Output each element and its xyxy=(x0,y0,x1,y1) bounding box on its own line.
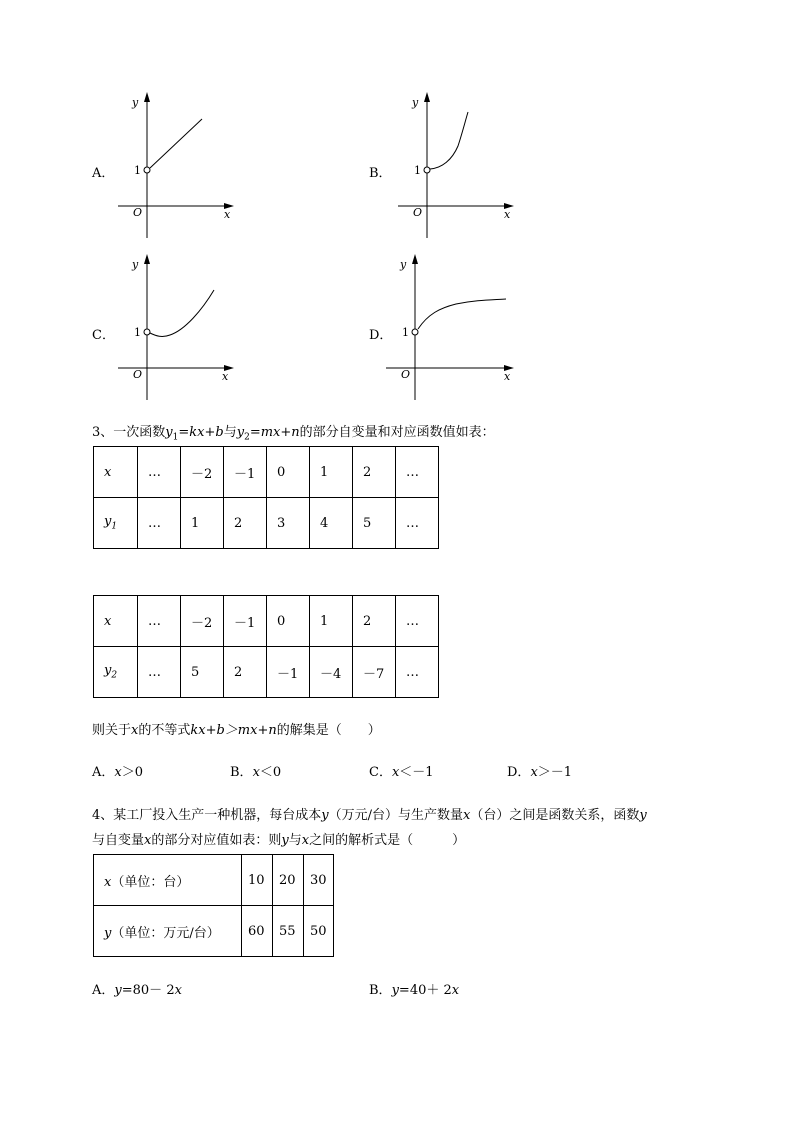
table-cell: －7 xyxy=(353,647,396,698)
table-row xyxy=(94,498,439,549)
table-cell: －1 xyxy=(224,596,267,647)
option-d-label: D． xyxy=(369,328,393,343)
graph-option-a xyxy=(110,90,240,244)
choice-text: =40＋ 2 xyxy=(398,983,452,998)
table-cell: … xyxy=(396,498,439,549)
subscript: 2 xyxy=(111,670,118,681)
y-axis-label: y xyxy=(400,258,407,271)
var-y: y xyxy=(165,425,173,440)
table-cell: 2 xyxy=(224,647,267,698)
table-cell: … xyxy=(396,447,439,498)
var-y: y xyxy=(321,808,329,823)
option-a-label: A． xyxy=(92,166,115,181)
row-header xyxy=(94,906,242,957)
cell-text: x xyxy=(104,464,112,480)
table-row xyxy=(94,906,334,957)
intercept-label: 1 xyxy=(134,326,141,339)
table-cell: －2 xyxy=(181,596,224,647)
stem-text: （万元/台）与生产数量 xyxy=(328,808,464,823)
row-header xyxy=(94,647,138,698)
stem-text: 某工厂投入生产一种机器，每台成本 xyxy=(113,808,322,823)
table-cell: 1 xyxy=(310,596,353,647)
unit-text: （单位：台） xyxy=(111,874,190,890)
cell-text: y xyxy=(104,663,112,679)
row-header xyxy=(94,447,138,498)
table-cell: … xyxy=(396,647,439,698)
intercept-label: 1 xyxy=(414,164,421,177)
stem-text: 的解集是（ ） xyxy=(276,723,381,738)
table-cell: 1 xyxy=(181,498,224,549)
table-cell: 55 xyxy=(273,906,304,957)
graph-option-b xyxy=(390,90,520,244)
table-cell: －1 xyxy=(267,647,310,698)
stem-text: 则关于 xyxy=(92,723,132,738)
question-3-stem xyxy=(92,425,495,446)
var-y: y xyxy=(281,833,289,848)
table-cell: 0 xyxy=(267,447,310,498)
question-number: 4、 xyxy=(92,808,114,823)
subscript: 1 xyxy=(172,432,179,443)
stem-text: （台）之间是函数关系，函数 xyxy=(470,808,640,823)
q3-choice-d[interactable] xyxy=(507,765,572,781)
var-x: x xyxy=(174,983,182,998)
option-c-label: C． xyxy=(92,328,115,343)
table-row xyxy=(94,447,439,498)
table-row xyxy=(94,855,334,906)
stem-text: 的部分对应值如表：则 xyxy=(151,833,282,848)
graph-option-c xyxy=(110,252,240,406)
x-axis-label: x xyxy=(504,208,511,221)
q3-table-y2 xyxy=(93,595,439,698)
table-cell: 2 xyxy=(353,447,396,498)
var-x: x xyxy=(451,983,460,998)
table-cell: －1 xyxy=(224,447,267,498)
question-3-ask xyxy=(92,723,381,739)
q4-choice-b[interactable] xyxy=(369,983,459,999)
stem-text: 一次函数 xyxy=(113,425,166,440)
y-axis-label: y xyxy=(132,258,139,271)
var-x: x xyxy=(301,833,310,848)
equation: =kx+b xyxy=(178,425,224,440)
choice-label: B． xyxy=(230,765,253,780)
stem-text: 与 xyxy=(288,833,302,848)
table-cell: 50 xyxy=(304,906,334,957)
table-cell: －4 xyxy=(310,647,353,698)
table-cell: … xyxy=(138,498,181,549)
table-cell: 2 xyxy=(224,498,267,549)
var-x: x xyxy=(252,765,260,780)
table-cell: … xyxy=(396,596,439,647)
inequality: kx+b＞mx+n xyxy=(190,723,277,738)
var-x: x xyxy=(131,723,139,738)
var-x: x xyxy=(530,765,538,780)
q3-choice-b[interactable] xyxy=(230,765,281,781)
choice-text: ＜0 xyxy=(259,765,282,780)
var-x: x xyxy=(391,765,400,780)
unit-text: （单位：万元/台） xyxy=(111,925,220,941)
graph-option-d xyxy=(378,252,518,406)
row-header xyxy=(94,596,138,647)
var-y: y xyxy=(639,808,647,823)
q3-choice-c[interactable] xyxy=(369,765,434,781)
question-4-line-1 xyxy=(92,808,647,824)
subscript: 1 xyxy=(111,521,118,532)
var-y: y xyxy=(114,983,122,998)
y-axis-label: y xyxy=(412,96,419,109)
var-x: x xyxy=(144,833,152,848)
table-cell: 4 xyxy=(310,498,353,549)
table-cell: … xyxy=(138,447,181,498)
table-cell: 3 xyxy=(267,498,310,549)
table-cell: 5 xyxy=(181,647,224,698)
choice-text: ＞0 xyxy=(121,765,144,780)
origin-label: O xyxy=(133,368,143,381)
x-axis-label: x xyxy=(224,208,231,221)
origin-label: O xyxy=(401,368,411,381)
choice-label: A． xyxy=(92,765,115,780)
stem-text: 与自变量 xyxy=(92,833,145,848)
choice-text: ＞－1 xyxy=(537,765,573,780)
table-cell: … xyxy=(138,647,181,698)
var-y: y xyxy=(391,983,399,998)
q4-table xyxy=(93,854,334,957)
var-x: x xyxy=(104,874,112,890)
y-axis-label: y xyxy=(132,96,139,109)
cell-text: y xyxy=(104,514,112,530)
x-axis-label: x xyxy=(222,370,229,383)
stem-text: 之间的解析式是（ ） xyxy=(309,833,466,848)
table-cell: 5 xyxy=(353,498,396,549)
row-header xyxy=(94,855,242,906)
choice-label: A． xyxy=(92,983,115,998)
table-cell: … xyxy=(138,596,181,647)
table-cell: －2 xyxy=(181,447,224,498)
choice-text: ＜－1 xyxy=(399,765,434,780)
var-x: x xyxy=(463,808,471,823)
origin-label: O xyxy=(413,206,423,219)
row-header xyxy=(94,498,138,549)
table-row xyxy=(94,647,439,698)
choice-label: D． xyxy=(507,765,531,780)
intercept-label: 1 xyxy=(402,326,409,339)
table-cell: 0 xyxy=(267,596,310,647)
intercept-label: 1 xyxy=(134,164,141,177)
choice-label: C． xyxy=(369,765,392,780)
stem-text: 的部分自变量和对应函数值如表： xyxy=(299,425,495,440)
table-cell: 2 xyxy=(353,596,396,647)
table-cell: 30 xyxy=(304,855,334,906)
choice-text: =80－ 2 xyxy=(121,983,175,998)
q3-choice-a[interactable] xyxy=(92,765,143,781)
stem-text: 的不等式 xyxy=(138,723,191,738)
cell-text: x xyxy=(104,613,112,629)
table-cell: 10 xyxy=(242,855,273,906)
stem-text: 与 xyxy=(223,425,237,440)
question-4-line-2 xyxy=(92,833,465,849)
var-y: y xyxy=(104,925,112,941)
var-y: y xyxy=(236,425,245,440)
table-cell: 60 xyxy=(242,906,273,957)
x-axis-label: x xyxy=(504,370,511,383)
equation: =mx+n xyxy=(249,425,300,440)
option-b-label: B． xyxy=(369,166,392,181)
table-cell: 20 xyxy=(273,855,304,906)
subscript: 2 xyxy=(244,432,250,443)
question-number: 3、 xyxy=(92,425,114,440)
q4-choice-a[interactable] xyxy=(92,983,182,999)
table-row xyxy=(94,596,439,647)
origin-label: O xyxy=(133,206,143,219)
q3-table-y1 xyxy=(93,446,439,549)
var-x: x xyxy=(114,765,122,780)
table-cell: 1 xyxy=(310,447,353,498)
choice-label: B． xyxy=(369,983,392,998)
